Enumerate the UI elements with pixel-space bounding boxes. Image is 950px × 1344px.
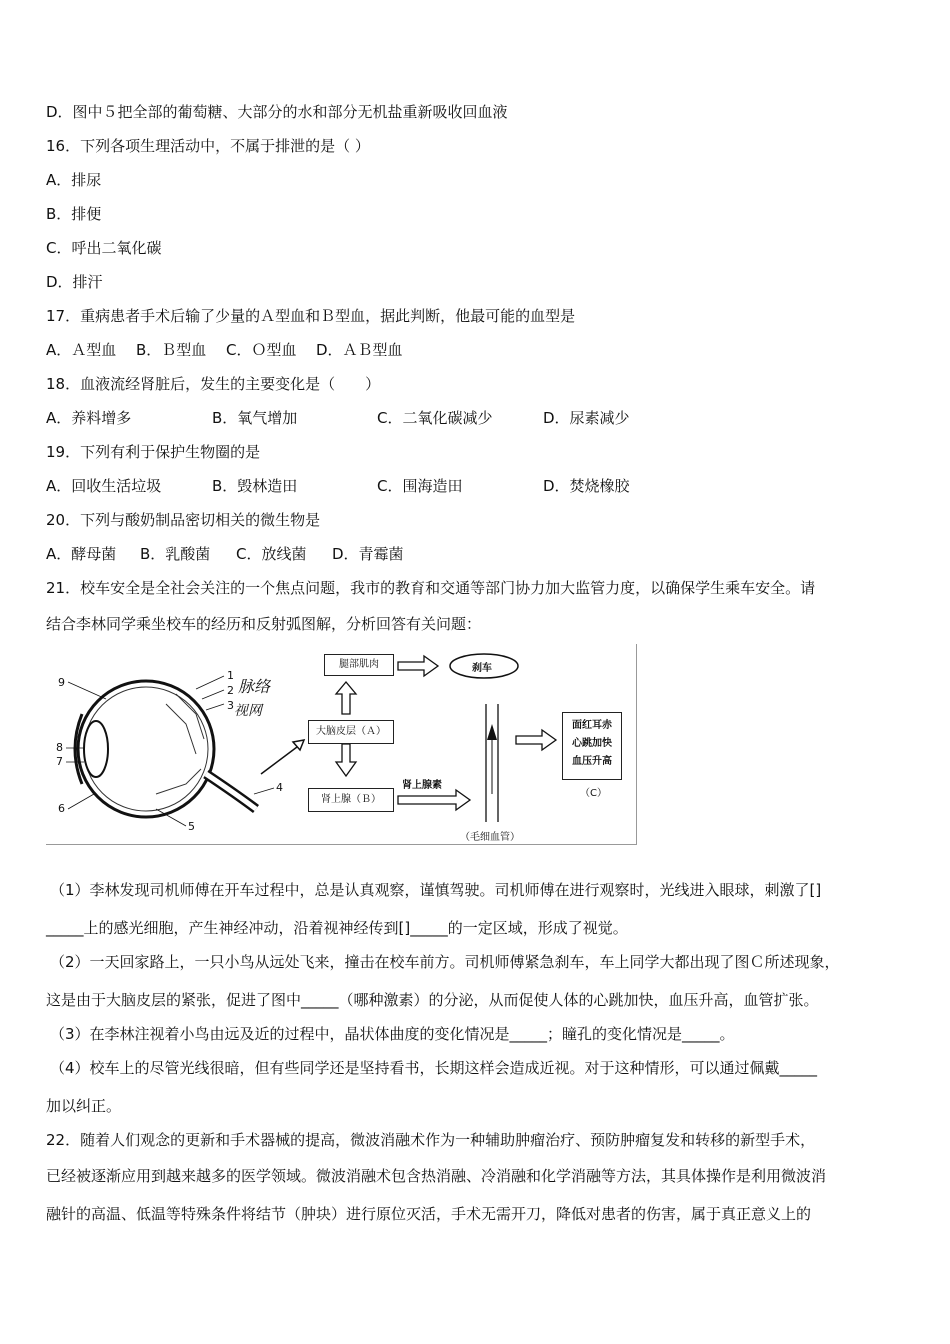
q17-option-c: C．Ｏ型血 [226,341,297,359]
q15-option-d: D．图中５把全部的葡萄糖、大部分的水和部分无机盐重新吸收回血液 [46,103,508,121]
lens-shape [84,721,108,777]
q21-sub1-line2: _____上的感光细胞，产生神经冲动，沿着视神经传到[]_____的一定区域，形成了视觉。 [46,919,628,937]
vessel-3 [156,769,201,794]
q18-option-b: B．氧气增加 [212,409,298,427]
handwriting-retina: 视网 [234,703,262,719]
q17-option-d: D．ＡＢ型血 [316,341,403,359]
q16-option-c: C．呼出二氧化碳 [46,239,162,257]
eye-number-3: 3 [227,699,234,712]
q22-line3: 融针的高温、低温等特殊条件将结节（肿块）进行原位灭活，手术无需开刀，降低对患者的伤害，属于真正意义上的 [46,1205,812,1223]
q20-stem: 20．下列与酸奶制品密切相关的微生物是 [46,511,321,529]
label-c: （C） [580,788,607,799]
q20-option-c: C．放线菌 [236,545,307,563]
q21-sub4-line1: （4）校车上的尽管光线很暗，但有些同学还是坚持看书，长期这样会造成近视。对于这种情形，可以通过佩戴_____ [50,1059,818,1077]
q16-option-d: D．排汗 [46,273,103,291]
label-adrenaline: 肾上腺素 [402,780,442,791]
q19-stem: 19．下列有利于保护生物圈的是 [46,443,261,461]
q19-option-d: D．焚烧橡胶 [543,477,630,495]
q22-line1: 22．随着人们观念的更新和手术器械的提高，微波消融术作为一种辅助肿瘤治疗、预防肿瘤复发和转移的新型手术， [46,1131,816,1149]
eye-number-1: 1 [227,669,234,682]
label-brake: 刹车 [472,663,492,674]
q21-sub2-line2: 这是由于大脑皮层的紧张，促进了图中_____（哪种激素）的分泌，从而促使人体的心跳加快，血压升高，血管扩张。 [46,991,819,1009]
handwriting-choroid: 脉络 [238,677,271,696]
q16-stem: 16．下列各项生理活动中，不属于排泄的是（ ） [46,137,370,155]
eye-number-5: 5 [188,820,195,833]
q19-option-a: A．回收生活垃圾 [46,477,162,495]
q19-option-b: B．毁林造田 [212,477,298,495]
vessel-1 [166,704,196,754]
q19-option-c: C．围海造田 [377,477,463,495]
eye-number-4: 4 [276,781,283,794]
box-cerebral-cortex: 大脑皮层（Ａ） [308,720,394,744]
q21-sub4-line2: 加以纠正。 [46,1097,122,1115]
q18-option-a: A．养料增多 [46,409,132,427]
reflex-arc-figure [46,644,637,845]
q17-option-a: A．Ａ型血 [46,341,117,359]
q18-option-c: C．二氧化碳减少 [377,409,493,427]
eye-number-2: 2 [227,684,234,697]
q21-stem-line1: 21．校车安全是全社会关注的一个焦点问题，我市的教育和交通等部门协力加大监管力度，以确保学生乘车安全。请 [46,579,816,597]
q17-option-b: B．Ｂ型血 [136,341,207,359]
label-capillary: （毛细血管） [460,832,520,843]
effect-red-face: 面红耳赤 [572,720,612,731]
q17-stem: 17．重病患者手术后输了少量的Ａ型血和Ｂ型血，据此判断，他最可能的血型是 [46,307,576,325]
q16-option-b: B．排便 [46,205,102,223]
q20-option-b: B．乳酸菌 [140,545,211,563]
q16-option-a: A．排尿 [46,171,102,189]
q22-line2: 已经被逐渐应用到越来越多的医学领域。微波消融术包含热消融、冷消融和化学消融等方法，其具体操作是利用微波消 [46,1167,827,1185]
q20-option-a: A．酵母菌 [46,545,117,563]
q20-option-d: D．青霉菌 [332,545,404,563]
q18-option-d: D．尿素减少 [543,409,630,427]
effect-blood-pressure: 血压升高 [572,756,612,767]
q21-sub1-line1: （1）李林发现司机师傅在开车过程中，总是认真观察，谨慎驾驶。司机师傅在进行观察时，光线进入眼球，刺激了[] [50,881,822,899]
q21-sub3: （3）在李林注视着小鸟由远及近的过程中，晶状体曲度的变化情况是_____；瞳孔的变化情况是_____。 [50,1025,735,1043]
eye-number-6: 6 [58,802,65,815]
effect-heartbeat: 心跳加快 [572,738,612,749]
eye-number-8: 8 [56,741,63,754]
box-adrenal-gland: 肾上腺（Ｂ） [308,788,394,812]
box-effects-c [562,712,622,780]
optic-nerve-core [206,774,256,809]
box-leg-muscle: 腿部肌肉 [324,654,394,676]
q21-stem-line2: 结合李林同学乘坐校车的经历和反射弧图解，分析回答有关问题： [46,615,482,633]
eye-number-9: 9 [58,676,65,689]
q18-stem: 18．血液流经肾脏后，发生的主要变化是（ ） [46,375,381,393]
q21-sub2-line1: （2）一天回家路上，一只小鸟从远处飞来，撞击在校车前方。司机师傅紧急刹车，车上同学大都出现了图Ｃ所述现象， [50,953,840,971]
vessel-2 [176,694,204,739]
eye-number-7: 7 [56,755,63,768]
